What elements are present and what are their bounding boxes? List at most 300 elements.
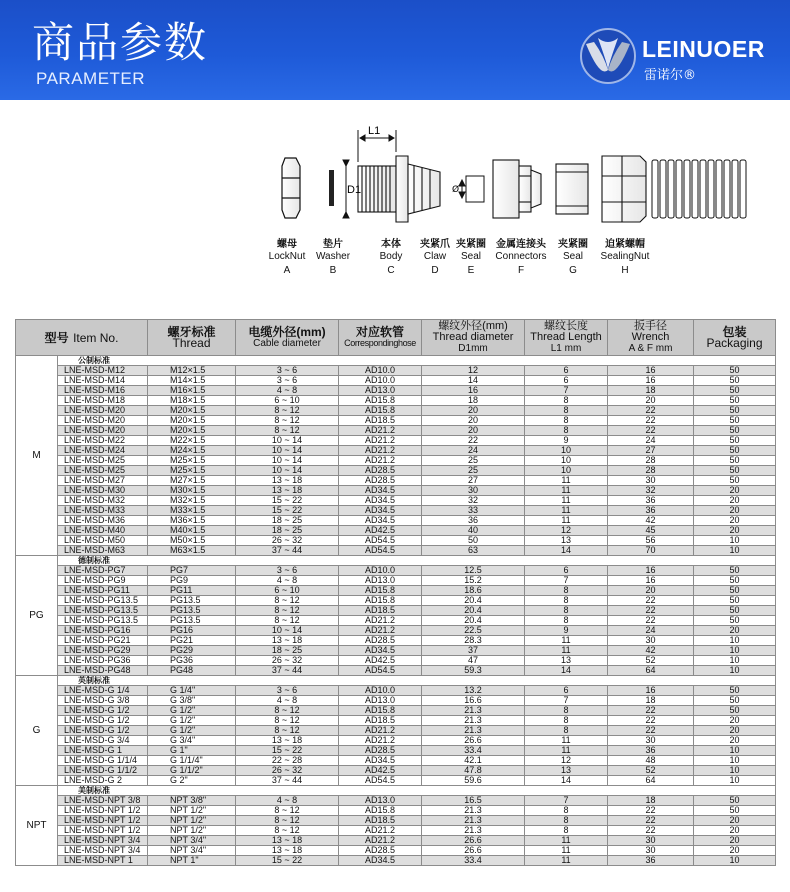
cell-thread-length: 8 bbox=[525, 826, 608, 836]
cell-cable-diameter: 8 ~ 12 bbox=[236, 426, 339, 436]
cell-item-no: LNE-MSD-M27 bbox=[58, 476, 148, 486]
cell-wrench: 28 bbox=[608, 466, 694, 476]
cell-hose: AD28.5 bbox=[339, 746, 422, 756]
cell-wrench: 32 bbox=[608, 486, 694, 496]
table-row bbox=[16, 476, 776, 486]
cell-wrench: 18 bbox=[608, 796, 694, 806]
cell-hose: AD54.5 bbox=[339, 536, 422, 546]
cell-packaging: 20 bbox=[694, 836, 776, 846]
cell-thread-diameter: 26.6 bbox=[422, 736, 525, 746]
cell-thread: G 1" bbox=[148, 746, 236, 756]
cell-wrench: 36 bbox=[608, 856, 694, 866]
cell-thread: PG13.5 bbox=[148, 616, 236, 626]
table-row bbox=[16, 466, 776, 476]
cell-thread-diameter: 21.3 bbox=[422, 716, 525, 726]
cell-packaging: 20 bbox=[694, 516, 776, 526]
cell-thread-length: 11 bbox=[525, 836, 608, 846]
cell-cable-diameter: 13 ~ 18 bbox=[236, 846, 339, 856]
cell-cable-diameter: 8 ~ 12 bbox=[236, 416, 339, 426]
cell-item-no: LNE-MSD-G 1/1/4 bbox=[58, 756, 148, 766]
table-row bbox=[16, 576, 776, 586]
part-en: LockNut bbox=[268, 251, 306, 262]
cell-hose: AD21.2 bbox=[339, 626, 422, 636]
cell-thread: NPT 1/2" bbox=[148, 816, 236, 826]
cell-hose: AD42.5 bbox=[339, 526, 422, 536]
cell-packaging: 50 bbox=[694, 586, 776, 596]
cell-packaging: 20 bbox=[694, 486, 776, 496]
cell-packaging: 10 bbox=[694, 746, 776, 756]
cell-wrench: 22 bbox=[608, 806, 694, 816]
cell-item-no: LNE-MSD-M16 bbox=[58, 386, 148, 396]
cell-wrench: 56 bbox=[608, 536, 694, 546]
cell-packaging: 50 bbox=[694, 416, 776, 426]
table-row bbox=[16, 376, 776, 386]
cell-hose: AD34.5 bbox=[339, 646, 422, 656]
cell-packaging: 50 bbox=[694, 396, 776, 406]
cell-thread-length: 11 bbox=[525, 846, 608, 856]
cell-packaging: 20 bbox=[694, 826, 776, 836]
cell-hose: AD34.5 bbox=[339, 756, 422, 766]
part-cn: 金属连接头 bbox=[496, 239, 546, 250]
col-header-d1 bbox=[422, 320, 525, 356]
cell-packaging: 50 bbox=[694, 426, 776, 436]
cell-thread: M18×1.5 bbox=[148, 396, 236, 406]
cell-hose: AD21.2 bbox=[339, 456, 422, 466]
cell-hose: AD54.5 bbox=[339, 546, 422, 556]
cell-item-no: LNE-MSD-NPT 3/4 bbox=[58, 846, 148, 856]
table-row bbox=[16, 666, 776, 676]
cell-thread-diameter: 25 bbox=[422, 466, 525, 476]
cell-packaging: 20 bbox=[694, 526, 776, 536]
cell-thread: NPT 3/8" bbox=[148, 796, 236, 806]
cell-hose: AD13.0 bbox=[339, 386, 422, 396]
cell-packaging: 50 bbox=[694, 616, 776, 626]
cell-item-no: LNE-MSD-PG11 bbox=[58, 586, 148, 596]
cell-thread: G 1/1/2" bbox=[148, 766, 236, 776]
table-row bbox=[16, 646, 776, 656]
cell-thread: M20×1.5 bbox=[148, 406, 236, 416]
cell-packaging: 10 bbox=[694, 856, 776, 866]
cell-wrench: 24 bbox=[608, 436, 694, 446]
cell-packaging: 50 bbox=[694, 366, 776, 376]
table-row bbox=[16, 796, 776, 806]
cell-thread-length: 6 bbox=[525, 376, 608, 386]
header-en: Correspondinghose bbox=[344, 337, 416, 348]
cell-thread: G 1/2" bbox=[148, 706, 236, 716]
part-cn: 垫片 bbox=[323, 239, 343, 250]
section-label: 美制标准 bbox=[58, 786, 776, 796]
cell-thread-length: 13 bbox=[525, 656, 608, 666]
section-row bbox=[16, 676, 776, 686]
cell-cable-diameter: 15 ~ 22 bbox=[236, 856, 339, 866]
cell-cable-diameter: 26 ~ 32 bbox=[236, 536, 339, 546]
col-header-cable bbox=[236, 320, 339, 356]
cell-thread-length: 8 bbox=[525, 396, 608, 406]
table-row bbox=[16, 396, 776, 406]
cell-thread-diameter: 42.1 bbox=[422, 756, 525, 766]
cell-packaging: 50 bbox=[694, 406, 776, 416]
section-label: 公制标准 bbox=[58, 356, 776, 366]
cell-thread-diameter: 22.5 bbox=[422, 626, 525, 636]
cell-cable-diameter: 8 ~ 12 bbox=[236, 826, 339, 836]
cell-item-no: LNE-MSD-PG13.5 bbox=[58, 596, 148, 606]
part-letter: C bbox=[387, 265, 395, 276]
cell-thread-length: 11 bbox=[525, 476, 608, 486]
cell-packaging: 50 bbox=[694, 466, 776, 476]
cell-item-no: LNE-MSD-PG29 bbox=[58, 646, 148, 656]
part-en: Seal bbox=[562, 251, 583, 262]
spec-table bbox=[15, 319, 776, 866]
cell-item-no: LNE-MSD-G 1 bbox=[58, 746, 148, 756]
cell-thread: PG48 bbox=[148, 666, 236, 676]
diameter-symbol: Ø bbox=[452, 185, 460, 195]
part-letter: B bbox=[329, 265, 337, 276]
cell-hose: AD34.5 bbox=[339, 486, 422, 496]
cell-item-no: LNE-MSD-M24 bbox=[58, 446, 148, 456]
cell-hose: AD18.5 bbox=[339, 816, 422, 826]
component-diagram bbox=[0, 100, 790, 320]
cell-cable-diameter: 3 ~ 6 bbox=[236, 366, 339, 376]
cell-thread: M12×1.5 bbox=[148, 366, 236, 376]
cell-cable-diameter: 22 ~ 28 bbox=[236, 756, 339, 766]
cell-thread-diameter: 12 bbox=[422, 366, 525, 376]
cell-wrench: 16 bbox=[608, 566, 694, 576]
cell-packaging: 50 bbox=[694, 566, 776, 576]
cell-wrench: 16 bbox=[608, 576, 694, 586]
group-label: G bbox=[16, 676, 58, 786]
cell-thread: NPT 3/4" bbox=[148, 846, 236, 856]
cell-thread-length: 13 bbox=[525, 536, 608, 546]
cell-packaging: 10 bbox=[694, 776, 776, 786]
washer-drawing bbox=[329, 170, 334, 206]
table-row bbox=[16, 446, 776, 456]
cell-thread-diameter: 32 bbox=[422, 496, 525, 506]
cell-wrench: 16 bbox=[608, 376, 694, 386]
cell-thread: M36×1.5 bbox=[148, 516, 236, 526]
cell-hose: AD13.0 bbox=[339, 696, 422, 706]
cell-cable-diameter: 8 ~ 12 bbox=[236, 716, 339, 726]
cell-wrench: 22 bbox=[608, 826, 694, 836]
cell-wrench: 22 bbox=[608, 726, 694, 736]
cell-thread-diameter: 12.5 bbox=[422, 566, 525, 576]
cell-packaging: 50 bbox=[694, 576, 776, 586]
cell-thread: PG36 bbox=[148, 656, 236, 666]
cell-cable-diameter: 8 ~ 12 bbox=[236, 606, 339, 616]
cell-cable-diameter: 18 ~ 25 bbox=[236, 646, 339, 656]
cell-wrench: 22 bbox=[608, 406, 694, 416]
cell-thread-length: 11 bbox=[525, 646, 608, 656]
section-row bbox=[16, 556, 776, 566]
cell-packaging: 10 bbox=[694, 546, 776, 556]
table-row bbox=[16, 716, 776, 726]
cell-wrench: 48 bbox=[608, 756, 694, 766]
cell-packaging: 50 bbox=[694, 596, 776, 606]
cell-item-no: LNE-MSD-M33 bbox=[58, 506, 148, 516]
spec-table-body bbox=[16, 356, 776, 866]
cell-hose: AD15.8 bbox=[339, 706, 422, 716]
table-row bbox=[16, 696, 776, 706]
cell-item-no: LNE-MSD-M22 bbox=[58, 436, 148, 446]
cell-item-no: LNE-MSD-PG7 bbox=[58, 566, 148, 576]
cell-packaging: 20 bbox=[694, 846, 776, 856]
cell-thread: M20×1.5 bbox=[148, 426, 236, 436]
cell-hose: AD10.0 bbox=[339, 566, 422, 576]
cell-thread-diameter: 20.4 bbox=[422, 616, 525, 626]
cell-thread-length: 7 bbox=[525, 796, 608, 806]
cell-thread-diameter: 18.6 bbox=[422, 586, 525, 596]
cell-item-no: LNE-MSD-NPT 1/2 bbox=[58, 816, 148, 826]
cell-hose: AD28.5 bbox=[339, 636, 422, 646]
header-cn: 扳手径 bbox=[634, 320, 668, 332]
cell-thread-length: 13 bbox=[525, 766, 608, 776]
cell-cable-diameter: 4 ~ 8 bbox=[236, 386, 339, 396]
cell-thread-length: 14 bbox=[525, 666, 608, 676]
cell-thread: PG13.5 bbox=[148, 596, 236, 606]
cell-thread: M24×1.5 bbox=[148, 446, 236, 456]
cell-item-no: LNE-MSD-G 1/1/2 bbox=[58, 766, 148, 776]
table-row bbox=[16, 836, 776, 846]
cell-thread: M30×1.5 bbox=[148, 486, 236, 496]
cell-thread: M40×1.5 bbox=[148, 526, 236, 536]
cell-item-no: LNE-MSD-PG9 bbox=[58, 576, 148, 586]
part-label-c bbox=[366, 239, 416, 277]
cell-wrench: 30 bbox=[608, 476, 694, 486]
cell-hose: AD18.5 bbox=[339, 416, 422, 426]
cell-item-no: LNE-MSD-PG21 bbox=[58, 636, 148, 646]
cell-thread-diameter: 40 bbox=[422, 526, 525, 536]
cell-thread-diameter: 63 bbox=[422, 546, 525, 556]
cell-wrench: 24 bbox=[608, 626, 694, 636]
cell-cable-diameter: 26 ~ 32 bbox=[236, 766, 339, 776]
cell-thread-diameter: 36 bbox=[422, 516, 525, 526]
cell-wrench: 18 bbox=[608, 386, 694, 396]
cell-thread: PG16 bbox=[148, 626, 236, 636]
cell-thread-length: 8 bbox=[525, 706, 608, 716]
cell-thread-length: 8 bbox=[525, 716, 608, 726]
cell-packaging: 10 bbox=[694, 536, 776, 546]
cell-thread: M14×1.5 bbox=[148, 376, 236, 386]
cell-thread: M22×1.5 bbox=[148, 436, 236, 446]
header-en: Wrench bbox=[631, 331, 670, 343]
part-label-g bbox=[548, 239, 598, 277]
cell-thread-diameter: 26.6 bbox=[422, 836, 525, 846]
cell-packaging: 10 bbox=[694, 766, 776, 776]
cell-thread: PG13.5 bbox=[148, 606, 236, 616]
table-row bbox=[16, 546, 776, 556]
sealing-nut-drawing bbox=[602, 156, 646, 222]
cell-packaging: 50 bbox=[694, 446, 776, 456]
cell-cable-diameter: 3 ~ 6 bbox=[236, 376, 339, 386]
cell-thread: M32×1.5 bbox=[148, 496, 236, 506]
cell-thread-diameter: 26.6 bbox=[422, 846, 525, 856]
brand-logo bbox=[578, 26, 778, 86]
cell-thread: G 1/1/4" bbox=[148, 756, 236, 766]
table-row bbox=[16, 596, 776, 606]
cell-item-no: LNE-MSD-M36 bbox=[58, 516, 148, 526]
table-row bbox=[16, 406, 776, 416]
cell-hose: AD28.5 bbox=[339, 476, 422, 486]
cell-wrench: 28 bbox=[608, 456, 694, 466]
cell-item-no: LNE-MSD-M50 bbox=[58, 536, 148, 546]
cell-item-no: LNE-MSD-M20 bbox=[58, 416, 148, 426]
table-row bbox=[16, 686, 776, 696]
cell-hose: AD10.0 bbox=[339, 686, 422, 696]
cell-cable-diameter: 37 ~ 44 bbox=[236, 666, 339, 676]
cell-packaging: 50 bbox=[694, 696, 776, 706]
cell-thread-diameter: 13.2 bbox=[422, 686, 525, 696]
cell-wrench: 22 bbox=[608, 616, 694, 626]
table-row bbox=[16, 656, 776, 666]
cell-packaging: 10 bbox=[694, 756, 776, 766]
cell-packaging: 20 bbox=[694, 726, 776, 736]
cell-thread: M25×1.5 bbox=[148, 456, 236, 466]
cell-wrench: 30 bbox=[608, 736, 694, 746]
cell-thread-length: 11 bbox=[525, 856, 608, 866]
cell-packaging: 50 bbox=[694, 606, 776, 616]
cell-cable-diameter: 10 ~ 14 bbox=[236, 436, 339, 446]
header-cn: 电缆外径(mm) bbox=[248, 324, 326, 339]
table-row bbox=[16, 506, 776, 516]
cell-item-no: LNE-MSD-G 1/2 bbox=[58, 716, 148, 726]
cell-wrench: 22 bbox=[608, 716, 694, 726]
cell-thread: G 1/2" bbox=[148, 726, 236, 736]
cell-thread-diameter: 22 bbox=[422, 436, 525, 446]
cell-wrench: 16 bbox=[608, 686, 694, 696]
cell-thread: NPT 1/2" bbox=[148, 826, 236, 836]
cell-item-no: LNE-MSD-PG13.5 bbox=[58, 616, 148, 626]
part-en: Connectors bbox=[495, 251, 547, 262]
cell-thread-length: 8 bbox=[525, 816, 608, 826]
cell-hose: AD34.5 bbox=[339, 856, 422, 866]
cell-thread-diameter: 30 bbox=[422, 486, 525, 496]
part-letter: G bbox=[569, 265, 577, 276]
cell-thread-length: 11 bbox=[525, 636, 608, 646]
table-row bbox=[16, 616, 776, 626]
cell-cable-diameter: 4 ~ 8 bbox=[236, 576, 339, 586]
cell-wrench: 42 bbox=[608, 516, 694, 526]
cell-item-no: LNE-MSD-NPT 3/4 bbox=[58, 836, 148, 846]
cell-wrench: 36 bbox=[608, 506, 694, 516]
table-row bbox=[16, 386, 776, 396]
part-cn: 夹紧圈 bbox=[456, 239, 486, 250]
cell-wrench: 22 bbox=[608, 596, 694, 606]
cell-cable-diameter: 18 ~ 25 bbox=[236, 516, 339, 526]
part-letter: F bbox=[517, 265, 525, 276]
cell-item-no: LNE-MSD-M25 bbox=[58, 466, 148, 476]
section-row bbox=[16, 786, 776, 796]
cell-item-no: LNE-MSD-NPT 3/8 bbox=[58, 796, 148, 806]
cell-thread: PG9 bbox=[148, 576, 236, 586]
cell-thread: M25×1.5 bbox=[148, 466, 236, 476]
table-row bbox=[16, 586, 776, 596]
table-row bbox=[16, 756, 776, 766]
brand-name: LEINUOER bbox=[642, 36, 765, 62]
header-banner bbox=[0, 0, 790, 100]
cell-thread-diameter: 21.3 bbox=[422, 826, 525, 836]
cell-thread-length: 8 bbox=[525, 806, 608, 816]
part-en: Body bbox=[379, 251, 403, 262]
dim-d1-label: D1 bbox=[347, 184, 362, 196]
cell-hose: AD10.0 bbox=[339, 366, 422, 376]
cell-thread-length: 6 bbox=[525, 686, 608, 696]
cell-hose: AD42.5 bbox=[339, 656, 422, 666]
cell-hose: AD15.8 bbox=[339, 406, 422, 416]
cell-packaging: 50 bbox=[694, 386, 776, 396]
section-row bbox=[16, 356, 776, 366]
cell-thread-diameter: 20 bbox=[422, 416, 525, 426]
cell-cable-diameter: 8 ~ 12 bbox=[236, 806, 339, 816]
cell-packaging: 50 bbox=[694, 706, 776, 716]
cell-item-no: LNE-MSD-NPT 1/2 bbox=[58, 806, 148, 816]
cell-hose: AD42.5 bbox=[339, 766, 422, 776]
table-row bbox=[16, 496, 776, 506]
part-label-b bbox=[308, 239, 358, 277]
cell-cable-diameter: 8 ~ 12 bbox=[236, 706, 339, 716]
cell-thread-length: 8 bbox=[525, 406, 608, 416]
table-row bbox=[16, 486, 776, 496]
cell-thread-diameter: 21.3 bbox=[422, 706, 525, 716]
cell-hose: AD54.5 bbox=[339, 776, 422, 786]
gland-exploded-drawing bbox=[0, 100, 790, 240]
cell-thread-length: 8 bbox=[525, 426, 608, 436]
cell-item-no: LNE-MSD-PG13.5 bbox=[58, 606, 148, 616]
cell-thread-diameter: 20 bbox=[422, 426, 525, 436]
cell-hose: AD18.5 bbox=[339, 716, 422, 726]
cell-cable-diameter: 8 ~ 12 bbox=[236, 616, 339, 626]
cell-packaging: 10 bbox=[694, 656, 776, 666]
part-cn: 本体 bbox=[381, 239, 401, 250]
cell-thread-diameter: 20.4 bbox=[422, 596, 525, 606]
cell-packaging: 50 bbox=[694, 686, 776, 696]
part-cn: 螺母 bbox=[277, 239, 297, 250]
group-label: M bbox=[16, 356, 58, 556]
cell-thread-length: 10 bbox=[525, 446, 608, 456]
part-label-a bbox=[262, 239, 312, 277]
header-cn: 型号 bbox=[44, 330, 69, 345]
col-header-wrench bbox=[608, 320, 694, 356]
cell-thread-diameter: 59.3 bbox=[422, 666, 525, 676]
header-cn: 螺牙标准 bbox=[167, 324, 216, 339]
cell-packaging: 20 bbox=[694, 716, 776, 726]
cell-wrench: 22 bbox=[608, 816, 694, 826]
cell-thread: M33×1.5 bbox=[148, 506, 236, 516]
cell-packaging: 10 bbox=[694, 666, 776, 676]
cell-thread-diameter: 47.8 bbox=[422, 766, 525, 776]
cell-wrench: 22 bbox=[608, 706, 694, 716]
cell-thread: G 2" bbox=[148, 776, 236, 786]
cell-thread-length: 11 bbox=[525, 746, 608, 756]
col-header-model bbox=[16, 320, 148, 356]
table-row bbox=[16, 736, 776, 746]
cell-item-no: LNE-MSD-G 1/2 bbox=[58, 726, 148, 736]
cell-hose: AD34.5 bbox=[339, 516, 422, 526]
part-en: Seal bbox=[460, 251, 481, 262]
cell-thread-length: 8 bbox=[525, 596, 608, 606]
cell-item-no: LNE-MSD-G 3/4 bbox=[58, 736, 148, 746]
seal-g-drawing bbox=[556, 164, 588, 214]
cell-item-no: LNE-MSD-PG48 bbox=[58, 666, 148, 676]
cell-cable-diameter: 13 ~ 18 bbox=[236, 736, 339, 746]
cell-item-no: LNE-MSD-M20 bbox=[58, 426, 148, 436]
cell-thread-diameter: 59.6 bbox=[422, 776, 525, 786]
cell-thread: G 1/2" bbox=[148, 716, 236, 726]
cell-hose: AD34.5 bbox=[339, 506, 422, 516]
cell-item-no: LNE-MSD-M18 bbox=[58, 396, 148, 406]
cell-item-no: LNE-MSD-NPT 1/2 bbox=[58, 826, 148, 836]
table-row bbox=[16, 826, 776, 836]
page-title: 商品参数 bbox=[32, 18, 209, 67]
cell-packaging: 50 bbox=[694, 806, 776, 816]
